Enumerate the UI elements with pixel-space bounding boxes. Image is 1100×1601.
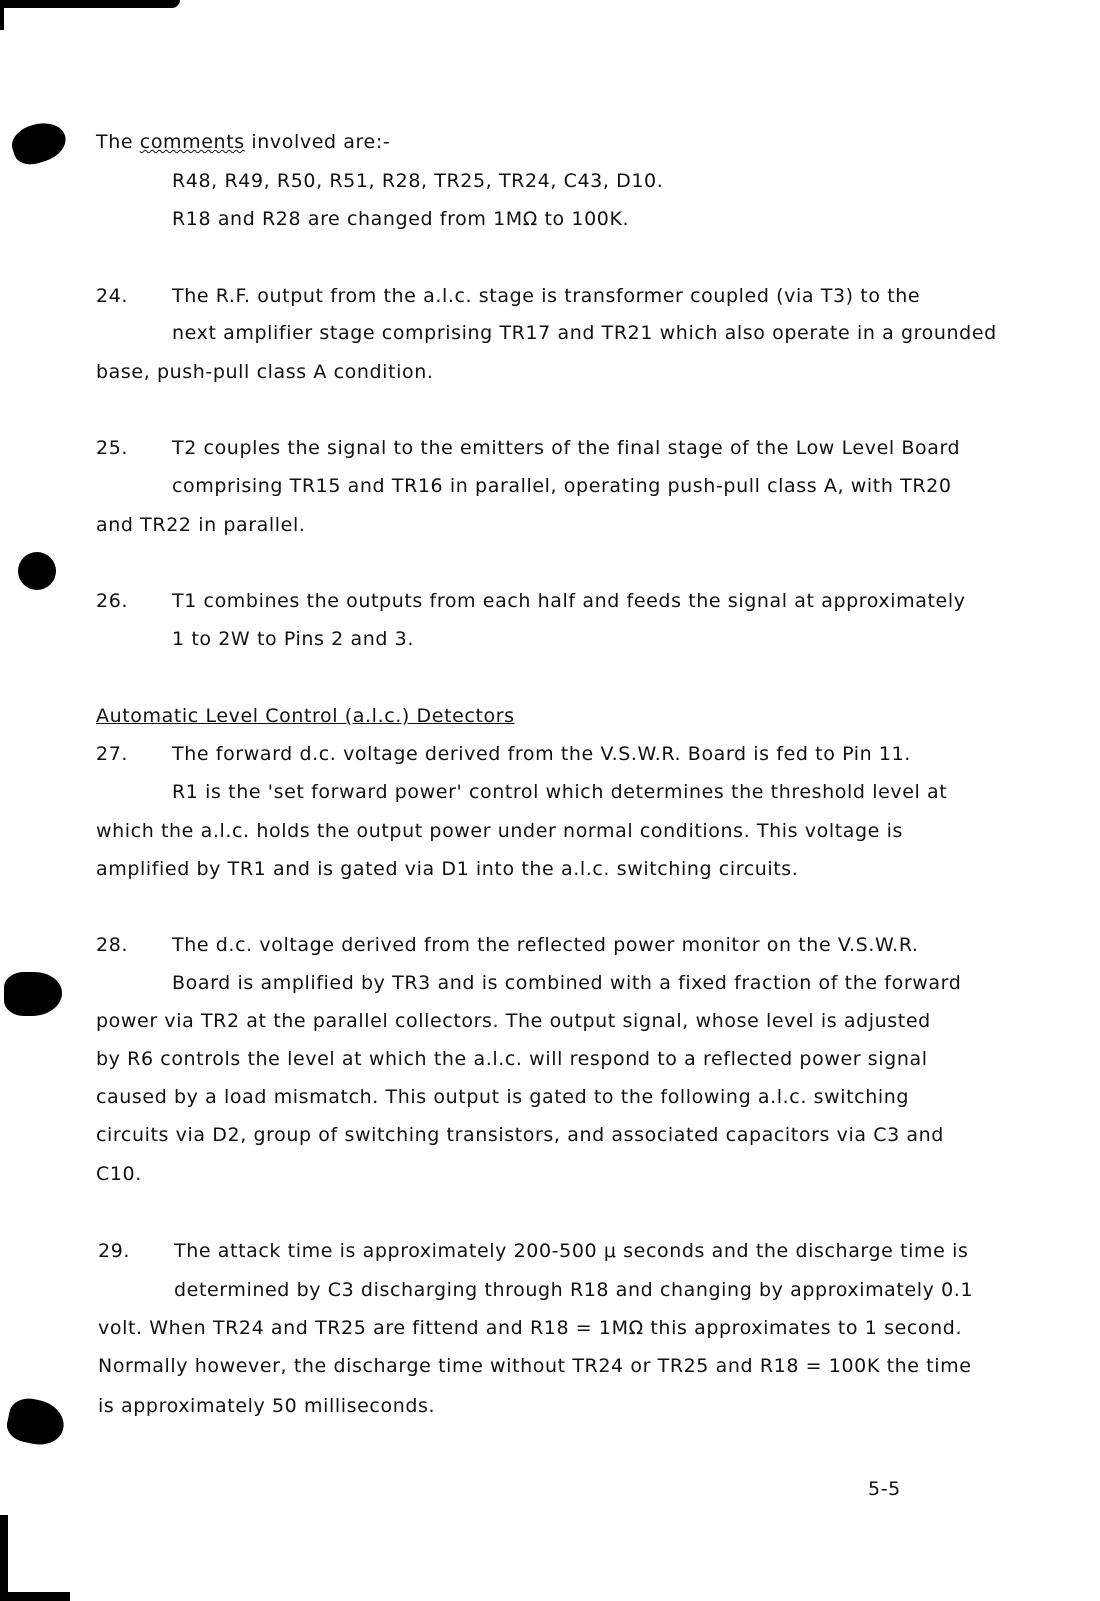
paragraph-line: R1 is the 'set forward power' control which determines the threshold level at [172,781,948,803]
paragraph-number: 27. [96,743,129,765]
paragraph-number: 26. [96,590,129,612]
paragraph-line: C10. [96,1163,142,1185]
paragraph-line: 1 to 2W to Pins 2 and 3. [172,628,415,650]
paragraph-line: The R.F. output from the a.l.c. stage is transformer coupled (via T3) to the [172,285,921,307]
paragraph-line: caused by a load mismatch. This output is gated to the following a.l.c. switching [96,1086,910,1108]
intro-underlined-word: comments [139,131,245,153]
paragraph-line: by R6 controls the level at which the a.l.c. will respond to a reflected power signal [96,1048,928,1070]
paragraph-line: Normally however, the discharge time without TR24 or TR25 and R18 = 100K the time [98,1355,972,1377]
punch-hole-mark [4,972,62,1016]
paragraph-number: 29. [98,1240,131,1262]
intro-suffix: involved are:- [244,131,391,153]
paragraph-line: and TR22 in parallel. [96,514,306,536]
paragraph-line: determined by C3 discharging through R18 and changing by approximately 0.1 [174,1279,974,1301]
bottom-corner-mark [0,1515,8,1601]
top-edge-mark [0,0,180,8]
bottom-corner-mark [0,1592,70,1601]
paragraph-line: next amplifier stage comprising TR17 and TR21 which also operate in a grounded [172,322,997,344]
paragraph-number: 24. [96,285,129,307]
paragraph-line: T1 combines the outputs from each half and feeds the signal at approximately [172,590,966,612]
paragraph-line: volt. When TR24 and TR25 are fittend and R18 = 1MΩ this approximates to 1 second. [98,1317,963,1339]
paragraph-line: circuits via D2, group of switching transistors, and associated capacitors via C3 and [96,1124,944,1146]
punch-hole-mark [7,117,70,170]
punch-hole-mark [18,552,56,590]
paragraph-number: 28. [96,934,129,956]
left-edge-mark [0,0,4,30]
paragraph-line: The d.c. voltage derived from the reflected power monitor on the V.S.W.R. [172,934,919,956]
intro-prefix: The [96,131,140,153]
paragraph-line: amplified by TR1 and is gated via D1 into the a.l.c. switching circuits. [96,858,799,880]
paragraph-line: T2 couples the signal to the emitters of the final stage of the Low Level Board [172,437,961,459]
paragraph-line: Board is amplified by TR3 and is combined with a fixed fraction of the forward [172,972,962,994]
paragraph-line: power via TR2 at the parallel collectors. The output signal, whose level is adjusted [96,1010,931,1032]
punch-hole-mark [4,1395,68,1450]
paragraph-line: which the a.l.c. holds the output power under normal conditions. This voltage is [96,820,903,842]
components-list: R48, R49, R50, R51, R28, TR25, TR24, C43, D10. [172,170,664,192]
paragraph-line: The attack time is approximately 200-500 μ seconds and the discharge time is [174,1240,969,1262]
section-heading: Automatic Level Control (a.l.c.) Detectors [96,705,515,727]
resistor-change-note: R18 and R28 are changed from 1MΩ to 100K. [172,208,630,230]
paragraph-line: comprising TR15 and TR16 in parallel, operating push-pull class A, with TR20 [172,475,952,497]
paragraph-number: 25. [96,437,129,459]
paragraph-line: The forward d.c. voltage derived from the V.S.W.R. Board is fed to Pin 11. [172,743,911,765]
page-number: 5-5 [868,1478,901,1500]
intro-line [96,131,390,153]
paragraph-line: base, push-pull class A condition. [96,361,434,383]
paragraph-line: is approximately 50 milliseconds. [98,1395,436,1417]
